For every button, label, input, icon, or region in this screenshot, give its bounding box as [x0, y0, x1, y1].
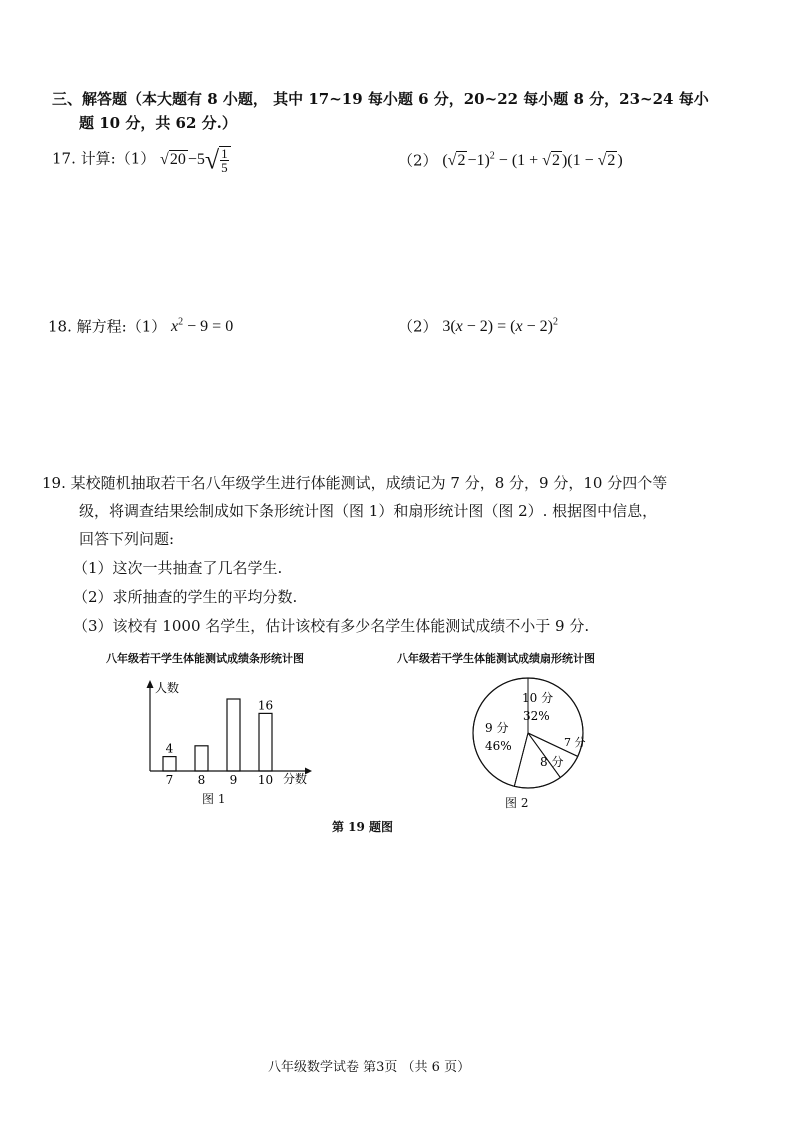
section-heading-line1: 三、解答题（本大题有 8 小题， 其中 17~19 每小题 6 分，20~22 每小题 8 分，23~24 每小 [52, 90, 709, 108]
bar-chart [130, 676, 330, 788]
q18-part2-expr [442, 318, 558, 335]
page-footer: 八年级数学试卷 第3页 （共 6 页） [268, 1060, 471, 1075]
q17-part1-expr: √20 −5√ $\frac{1}{5}$ [160, 151, 231, 168]
q17-p2-c: − (1 + [494, 152, 543, 170]
section-heading-line2: 题 10 分，共 62 分.） [79, 114, 237, 132]
q17-part2-expr: $(√2 -1)^2 - (1 + √2$ )(1 − √2 ) [442, 151, 623, 170]
pie-label-9: 9 分 [485, 721, 509, 735]
bar-chart-title: 八年级若干学生体能测试成绩条形统计图 [106, 652, 304, 665]
q18-number: 18. [48, 317, 72, 336]
q19-sub2: （2）求所抽查的学生的平均分数. [73, 588, 298, 606]
q18-part1-expr [171, 318, 233, 335]
q17-part2-label: （2） [398, 151, 438, 170]
q17-line [52, 146, 231, 174]
y-axis-arrow-icon [147, 680, 154, 688]
bar-chart-caption: 图 1 [202, 792, 226, 806]
figure-caption: 第 19 题图 [332, 820, 394, 834]
q17-p2-b: −1) [467, 152, 490, 170]
tick-label-7: 7 [165, 773, 174, 787]
q18-p2-v2: x [515, 318, 523, 336]
bar-8 [195, 746, 208, 771]
q18-line [48, 312, 233, 338]
q17-p2-sq: 2 [489, 151, 495, 162]
q17-p2-d: )(1 − [561, 152, 598, 170]
q17-part2 [398, 146, 623, 172]
bar-7 [163, 757, 176, 771]
pie-chart-title: 八年级若干学生体能测试成绩扇形统计图 [397, 652, 595, 665]
pie-label-10: 10 分 [522, 691, 554, 705]
pie-chart [470, 675, 586, 791]
bar-10 [259, 713, 272, 771]
q17-fraction [219, 146, 231, 174]
q19-line3: 回答下列问题: [79, 530, 175, 548]
q18-part2 [398, 312, 558, 338]
q18-lead: 解方程:（1） [76, 317, 167, 336]
q17-p2-rad-b: 2 [551, 152, 560, 170]
tick-label-8: 8 [197, 773, 206, 787]
pie-percent-10: 32% [523, 709, 550, 723]
q18-p2-v1: x [455, 318, 463, 336]
data-label-10: 16 [257, 698, 274, 713]
q17-minus: −5 [187, 150, 205, 168]
q18-p2-mid: − 2) = ( [462, 318, 516, 336]
pie-chart-caption: 图 2 [505, 796, 529, 810]
q18-p2-lhs: 3( [442, 318, 456, 336]
tick-label-10: 10 [257, 773, 274, 787]
q19-text-1: 某校随机抽取若干名八年级学生进行体能测试，成绩记为 7 分，8 分，9 分，10 分四个等 [70, 474, 668, 492]
q18-p2-sq: 2 [552, 317, 558, 328]
q18-var: x [171, 318, 179, 336]
q19-line1 [42, 472, 667, 494]
data-label-7: 4 [165, 741, 174, 756]
pie-percent-9: 46% [485, 739, 512, 753]
q19-sub3: （3）该校有 1000 名学生，估计该校有多少名学生体能测试成绩不小于 9 分. [73, 617, 590, 635]
y-axis-label: 人数 [155, 681, 180, 695]
q17-frac-den: 5 [221, 160, 228, 175]
q18-rest: − 9 = 0 [183, 318, 234, 336]
q18-sq: 2 [178, 317, 184, 328]
q17-number: 17. [52, 149, 76, 168]
q17-frac-num: 1 [221, 146, 228, 161]
bar-layer [163, 698, 273, 787]
q18-part2-label: （2） [398, 317, 438, 336]
q19-number: 19. [42, 474, 66, 492]
q17-p2-a: ( [442, 152, 448, 170]
q17-lead: 计算:（1） [80, 149, 156, 168]
q17-radicand-1: 20 [169, 150, 186, 168]
q18-p2-end: − 2) [522, 318, 553, 336]
q19-line2: 级，将调查结果绘制成如下条形统计图（图 1）和扇形统计图（图 2）. 根据图中信息， [79, 502, 658, 520]
q17-p2-e: ) [617, 152, 623, 170]
bar-9 [227, 699, 240, 771]
q19-sub1: （1）这次一共抽查了几名学生. [73, 559, 283, 577]
q17-p2-rad-c: 2 [607, 152, 616, 170]
q17-p2-rad-a: 2 [457, 152, 466, 170]
pie-label-8: 8 分 [540, 755, 564, 769]
pie-label-7: 7 分 [564, 736, 586, 749]
x-axis-label: 分数 [283, 772, 308, 786]
tick-label-9: 9 [229, 773, 238, 787]
